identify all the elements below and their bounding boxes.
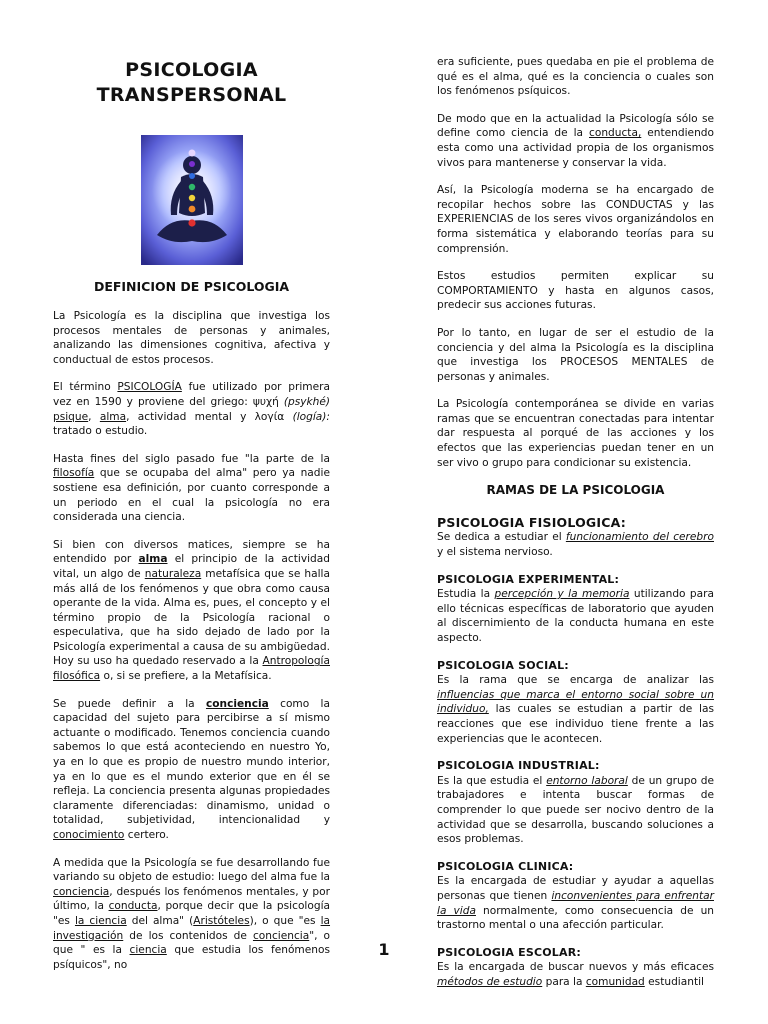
- paragraph: era suficiente, pues quedaba en pie el problema de qué es el alma, qué es la conciencia o cuales son los fenómenos psíquicos.: [437, 56, 714, 98]
- link-antropologia-filosofica[interactable]: Antropología filosófica: [53, 655, 330, 683]
- rama-industrial: [437, 759, 714, 847]
- title-line-2: TRANSPERSONAL: [96, 84, 287, 106]
- paragraph: Hasta fines del siglo pasado fue "la parte de la filosofía que se ocupaba del alma" pero ya nadie sostiene esa definición, por cuanto corresponde a un periodo en el cual la psicología no era considerada una ciencia.: [53, 452, 330, 524]
- rama-title: PSICOLOGIA ESCOLAR:: [437, 945, 581, 959]
- section-heading-definicion: DEFINICION DE PSICOLOGIA: [93, 279, 290, 294]
- link-psique[interactable]: psique: [53, 410, 89, 423]
- link-conciencia-2[interactable]: conciencia: [252, 929, 310, 942]
- link-percepcion-memoria[interactable]: percepción y la memoria: [494, 588, 630, 601]
- paragraph: A medida que la Psicología se fue desarrollando fue variando su objeto de estudio: luego del alma fue la conciencia, después los fenómenos mentales, y por último, la conducta, porque decir que la psicología "es la ciencia del alma" (Aristóteles), o que "es la investigación de los contenidos de conciencia", o que " es la ciencia que estudia los fenómenos psíquicos", no: [53, 856, 331, 971]
- rama-title: PSICOLOGIA INDUSTRIAL:: [437, 759, 600, 773]
- link-inconvenientes-vida[interactable]: inconvenientes para enfrentar la vida: [437, 889, 714, 917]
- link-metodos-estudio[interactable]: métodos de estudio: [437, 975, 543, 988]
- link-conducta[interactable]: conducta: [108, 900, 158, 913]
- paragraph: Estos estudios permiten explicar su COMPORTAMIENTO y hasta en algunos casos, predecir sus acciones futuras.: [437, 270, 714, 312]
- rama-title: PSICOLOGIA SOCIAL:: [437, 658, 569, 672]
- link-alma[interactable]: alma: [99, 410, 127, 423]
- paragraph: Estudia la percepción y la memoria utilizando para ello técnicas específicas de laboratorio que ayuden al discernimiento de la conducta humana en este aspecto.: [437, 588, 714, 644]
- paragraph: Así, la Psicología moderna se ha encargado de recopilar hechos sobre las CONDUCTAS y las EXPERIENCIAS de los seres vivos organizándolos en forma sistemática y elaborando teorías para su comprensión.: [437, 184, 714, 255]
- section-heading-ramas: RAMAS DE LA PSICOLOGIA: [486, 483, 665, 498]
- link-aristoteles[interactable]: Aristóteles: [193, 914, 250, 927]
- link-alma-bold[interactable]: alma: [138, 553, 168, 566]
- title-line-1: PSICOLOGIA: [125, 59, 258, 81]
- paragraph: Es la encargada de buscar nuevos y más eficaces métodos de estudio para la comunidad estudiantil: [437, 961, 714, 988]
- paragraph: El término PSICOLOGÍA fue utilizado por primera vez en 1590 y proviene del griego: ψυχή (psykhé) psique, alma, actividad mental y λογία (logía): tratado o estudio.: [53, 381, 330, 438]
- paragraph: Se dedica a estudiar el funcionamiento del cerebro y el sistema nervioso.: [437, 531, 714, 559]
- page-number: 1: [378, 940, 390, 959]
- meditation-chakra-figure-icon: [141, 135, 243, 265]
- paragraph: La Psicología es la disciplina que investiga los procesos mentales de personas y animales, analizando las dimensiones cognitiva, afectiva y conductual de estos procesos.: [53, 310, 330, 366]
- link-ciencia[interactable]: ciencia: [129, 944, 167, 957]
- paragraph: Se puede definir a la conciencia como la capacidad del sujeto para percibirse a sí mismo actuante o modificado. Tenemos conciencia cuando sabemos lo que está aconteciendo en nuestro Yo, ya en lo que es propio de nuestro mundo interior, ya en lo que es el mundo exterior que en él se refleja. La conciencia presenta algunas propiedades claramente diferenciadas: dinamismo, unidad o totalidad, subjetividad, intencionalidad y conocimiento certero.: [53, 697, 330, 841]
- rama-experimental: [437, 573, 714, 646]
- link-conciencia-bold[interactable]: conciencia: [205, 697, 269, 710]
- link-comunidad[interactable]: comunidad: [585, 975, 645, 988]
- left-column: [53, 309, 330, 985]
- link-conciencia[interactable]: conciencia: [53, 885, 110, 898]
- link-conocimiento[interactable]: conocimiento: [53, 829, 125, 841]
- rama-title: PSICOLOGIA CLINICA:: [437, 859, 574, 873]
- rama-social: [437, 659, 714, 747]
- link-influencias-entorno[interactable]: influencias que marca el entorno social sobre un individuo,: [437, 688, 714, 716]
- rama-title: PSICOLOGIA FISIOLOGICA:: [437, 514, 626, 530]
- paragraph: La Psicología contemporánea se divide en varias ramas que se encuentran conectadas para intentar dar respuesta al porqué de las acciones y los efectos que las experiencias puedan tener en un ser vivo o grupo para condicionar su existencia.: [437, 398, 714, 469]
- paragraph: De modo que en la actualidad la Psicología sólo se define como ciencia de la conducta, entendiendo esta como una actividad propia de los organismos vivos para mantenerse y conservar la vida.: [437, 112, 714, 169]
- paragraph: Es la que estudia el entorno laboral de un grupo de trabajadores e intenta buscar formas de comprender lo que puede ser nocivo dentro de la actividad que se desarrolla, buscando soluciones a esos problemas.: [437, 774, 715, 846]
- rama-title: PSICOLOGIA EXPERIMENTAL:: [437, 572, 620, 586]
- document-title: [53, 58, 330, 108]
- link-psicologia[interactable]: PSICOLOGÍA: [117, 381, 182, 394]
- link-entorno-laboral[interactable]: entorno laboral: [546, 774, 628, 787]
- link-filosofia[interactable]: filosofía: [53, 467, 95, 480]
- link-conducta-right[interactable]: conducta,: [589, 127, 642, 140]
- paragraph: Es la rama que se encarga de analizar las influencias que marca el entorno social sobre un individuo, las cuales se estudian a partir de las reacciones que ese individuo tiene frente a las experiencias que le acontecen.: [437, 674, 714, 745]
- link-la-ciencia[interactable]: la ciencia: [74, 914, 127, 927]
- rama-fisiologica: [437, 516, 714, 560]
- paragraph: Por lo tanto, en lugar de ser el estudio de la conciencia y del alma la Psicología es la disciplina que investiga los PROCESOS MENTALES de personas y animales.: [437, 326, 714, 383]
- link-funcionamiento-cerebro[interactable]: funcionamiento del cerebro: [565, 531, 714, 544]
- paragraph: Es la encargada de estudiar y ayudar a aquellas personas que tienen inconvenientes para enfrentar la vida normalmente, como consecuencia de un trastorno mental o una afección particular.: [437, 875, 715, 932]
- link-naturaleza[interactable]: naturaleza: [144, 567, 202, 580]
- rama-clinica: [437, 860, 714, 933]
- paragraph: Si bien con diversos matices, siempre se ha entendido por alma el principio de la actividad vital, un algo de naturaleza metafísica que se halla más allá de los fenómenos y que obra como causa operante de la vida. Alma es, pues, el concepto y el término propio de la Psicología racional o especulativa, que ha sido dejado de lado por la Psicología experimental a causa de su ambigüedad. Hoy su uso ha quedado reservado a la Antropología filosófica o, si se prefiere, a la Metafísica.: [53, 538, 330, 683]
- right-column: [437, 55, 714, 989]
- link-la-investigacion[interactable]: la investigación: [53, 914, 331, 942]
